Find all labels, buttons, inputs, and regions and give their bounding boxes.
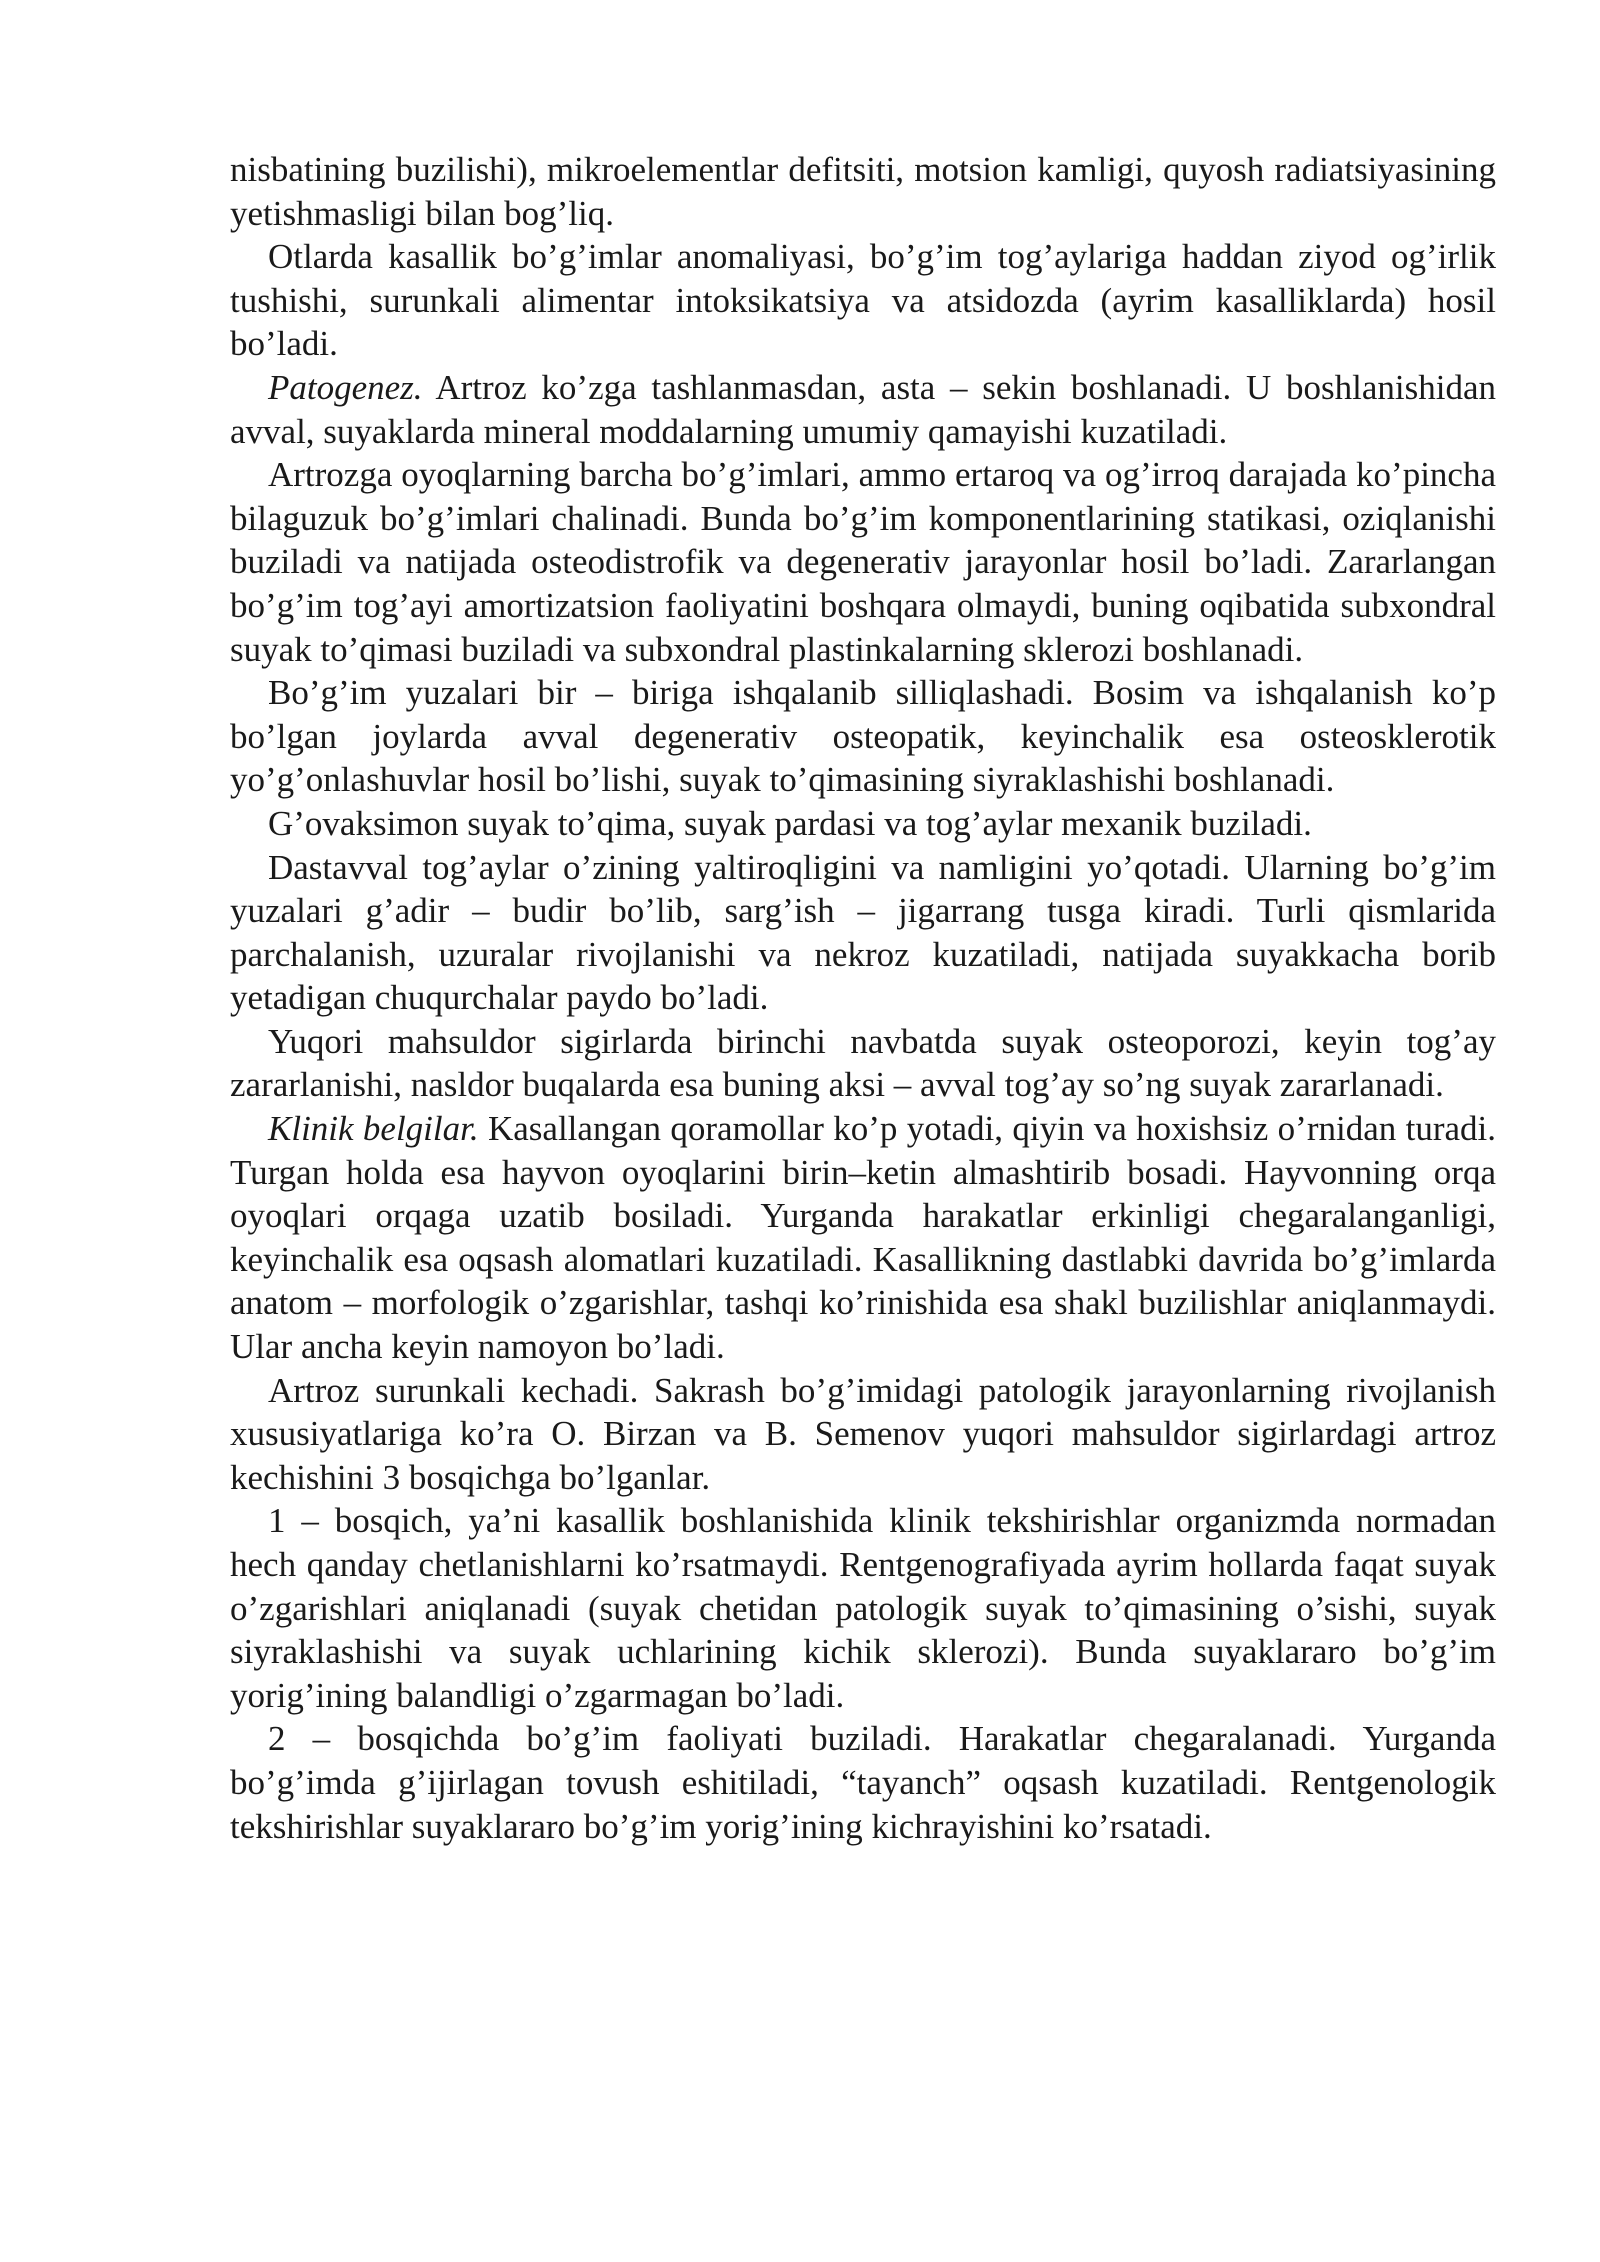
paragraph-text: G’ovaksimon suyak to’qima, suyak pardasi va tog’aylar mexanik buziladi. [268, 803, 1312, 843]
paragraph-text: Artroz ko’zga tashlanmasdan, asta – sekin boshlanadi. U boshlanishidan avval, suyaklarda mineral moddalarning umumiy qamayishi kuzatiladi. [230, 367, 1496, 451]
paragraph-lead-italic: Klinik belgilar. [268, 1109, 479, 1149]
paragraph-joints [230, 453, 1496, 671]
paragraph-text: nisbatining buzilishi), mikroelementlar defitsiti, motsion kamligi, quyosh radiatsiyasining yetishmasligi bilan bog’liq. [230, 150, 1496, 233]
paragraph-text: Otlarda kasallik bo’g’imlar anomaliyasi, bo’g’im tog’aylariga haddan ziyod og’irlik tushishi, surunkali alimentar intoksikatsiya va atsidozda (ayrim kasalliklarda) hosil bo’ladi. [230, 237, 1496, 364]
paragraph-pathogenesis [230, 366, 1496, 453]
paragraph-horses [230, 235, 1496, 366]
paragraph-text: Kasallangan qoramollar ko’p yotadi, qiyin va hoxishsiz o’rnidan turadi. Turgan holda esa hayvon oyoqlarini birin–ketin almashtirib bosadi. Hayvonning orqa oyoqlari orqaga uzatib bosiladi. Yurganda harakatlar erkinligi chegaralanganligi, keyinchalik esa oqsash alomatlari kuzatiladi. Kasallikning dastlabki davrida bo’g’imlarda anatom – morfologik o’zgarishlar, tashqi ko’rinishida esa shakl buzilishlar aniqlanmaydi. Ular ancha keyin namoyon bo’ladi. [230, 1109, 1497, 1367]
document-page [230, 148, 1496, 1848]
paragraph-text: Artroz surunkali kechadi. Sakrash bo’g’imidagi patologik jarayonlarning rivojlanish xususiyatlariga ko’ra O. Birzan va B. Semenov yuqori mahsuldor sigirlardagi artroz kechishini 3 bosqichga bo’lganlar. [230, 1370, 1496, 1497]
paragraph-text: Dastavval tog’aylar o’zining yaltiroqligini va namligini yo’qotadi. Ularning bo’g’im yuzalari g’adir – budir bo’lib, sarg’ish – jigarrang tusga kiradi. Turli qismlarida parchalanish, uzuralar rivojlanishi va nekroz kuzatiladi, natijada suyakkacha borib yetadigan chuqurchalar paydo bo’ladi. [230, 847, 1496, 1018]
paragraph-stage-2 [230, 1717, 1496, 1848]
paragraph-surfaces [230, 671, 1496, 802]
paragraph-text: Yuqori mahsuldor sigirlarda birinchi navbatda suyak osteoporozi, keyin tog’ay zararlanishi, nasldor buqalarda esa buning aksi – avval tog’ay so’ng suyak zararlanadi. [230, 1021, 1496, 1105]
paragraph-course [230, 1369, 1496, 1500]
paragraph-spongy-bone [230, 802, 1496, 846]
paragraph-continuation [230, 148, 1496, 235]
paragraph-text: Bo’g’im yuzalari bir – biriga ishqalanib silliqlashadi. Bosim va ishqalanish ko’p bo’lgan joylarda avval degenerativ osteopatik, keyinchalik esa osteosklerotik yo’g’onlashuvlar hosil bo’lishi, suyak to’qimasining siyraklashishi boshlanadi. [230, 673, 1496, 800]
paragraph-clinical-signs [230, 1107, 1496, 1369]
paragraph-text: 1 – bosqich, ya’ni kasallik boshlanishida klinik tekshirishlar organizmda normadan hech qanday chetlanishlarni ko’rsatmaydi. Rentgenografiyada ayrim hollarda faqat suyak o’zgarishlari aniqlanadi (suyak chetidan patologik suyak to’qimasining o’sishi, suyak siyraklashishi va suyak uchlarining kichik sklerozi). Bunda suyaklararo bo’g’im yorig’ining balandligi o’zgarmagan bo’ladi. [230, 1501, 1496, 1715]
paragraph-stage-1 [230, 1499, 1496, 1717]
paragraph-cartilage [230, 846, 1496, 1020]
paragraph-text: Artrozga oyoqlarning barcha bo’g’imlari, ammo ertaroq va og’irroq darajada ko’pincha bilaguzuk bo’g’imlari chalinadi. Bunda bo’g’im komponentlarining statikasi, oziqlanishi buziladi va natijada osteodistrofik va degenerativ jarayonlar hosil bo’ladi. Zararlangan bo’g’im tog’ayi amortizatsion faoliyatini boshqara olmaydi, buning oqibatida subxondral suyak to’qimasi buziladi va subxondral plastinkalarning sklerozi boshlanadi. [230, 455, 1496, 669]
paragraph-cows [230, 1020, 1496, 1107]
paragraph-lead-italic: Patogenez. [268, 367, 423, 407]
paragraph-text: 2 – bosqichda bo’g’im faoliyati buziladi. Harakatlar chegaralanadi. Yurganda bo’g’imda g’ijirlagan tovush eshitiladi, “tayanch” oqsash kuzatiladi. Rentgenologik tekshirishlar suyaklararo bo’g’im yorig’ining kichrayishini ko’rsatadi. [230, 1719, 1496, 1846]
